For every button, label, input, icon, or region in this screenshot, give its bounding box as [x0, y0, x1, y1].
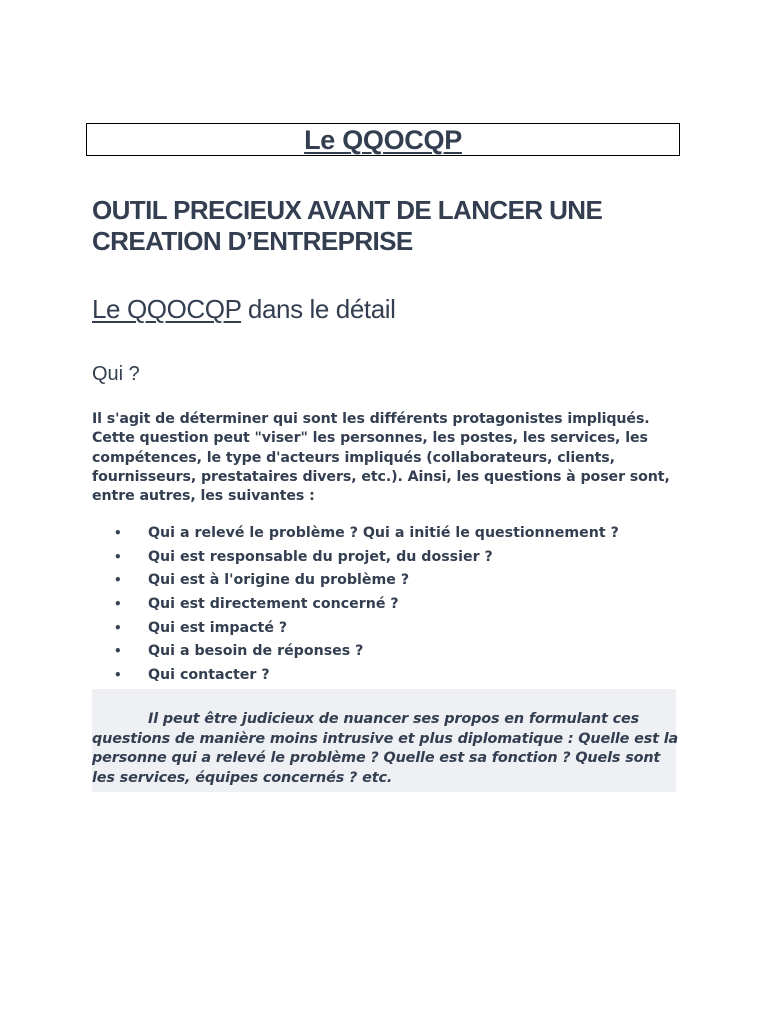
sub-heading-underlined: Le QQOCQP	[92, 294, 242, 324]
question-text: Qui a besoin de réponses ?	[148, 643, 364, 660]
title-box	[86, 123, 680, 156]
question-text: Qui est responsable du projet, du dossier ?	[148, 548, 493, 565]
diplomacy-note: Il peut être judicieux de nuancer ses propos en formulant ces questions de manière moins intrusive et plus diplomatique : Quelle est la personne qui a relevé le problème ? Quelle est sa fonction ? Quels sont les services, équipes concernés ? etc.	[92, 711, 679, 786]
question-text: Qui est directement concerné ?	[148, 596, 399, 613]
question-text: Qui est à l'origine du problème ?	[148, 572, 410, 589]
intro-paragraph: Il s'agit de déterminer qui sont les différents protagonistes impliqués. Cette question peut "viser" les personnes, les postes, les services, les compétences, le type d'acteurs impliqués (collaborateurs, clients, fournisseurs, prestataires divers, etc.). Ainsi, les questions à poser sont, entre autres, les suivantes :	[92, 411, 670, 505]
sub-heading-rest: dans le détail	[241, 294, 396, 324]
bullet-icon: •	[114, 644, 122, 659]
bullet-icon: •	[114, 668, 122, 683]
bullet-icon: •	[114, 620, 122, 635]
question-text: Qui est impacté ?	[148, 619, 288, 636]
bullet-icon: •	[114, 526, 122, 540]
question-list	[92, 524, 688, 690]
list-item	[92, 548, 688, 572]
bullet-icon: •	[114, 573, 122, 588]
bullet-icon: •	[114, 549, 122, 564]
document-title: Le QQOCQP	[304, 125, 462, 155]
list-item	[92, 524, 688, 548]
main-heading: OUTIL PRECIEUX AVANT DE LANCER UNE CREATION D’ENTREPRISE	[92, 195, 603, 256]
list-item	[92, 666, 688, 690]
list-item	[92, 571, 688, 595]
list-item	[92, 619, 688, 643]
question-text: Qui a relevé le problème ? Qui a initié le questionnement ?	[148, 525, 619, 541]
section-heading-qui: Qui ?	[92, 363, 140, 385]
question-text: Qui contacter ?	[148, 667, 270, 684]
sub-heading	[92, 292, 396, 326]
list-item	[92, 642, 688, 666]
list-item	[92, 595, 688, 619]
bullet-icon: •	[114, 597, 122, 612]
